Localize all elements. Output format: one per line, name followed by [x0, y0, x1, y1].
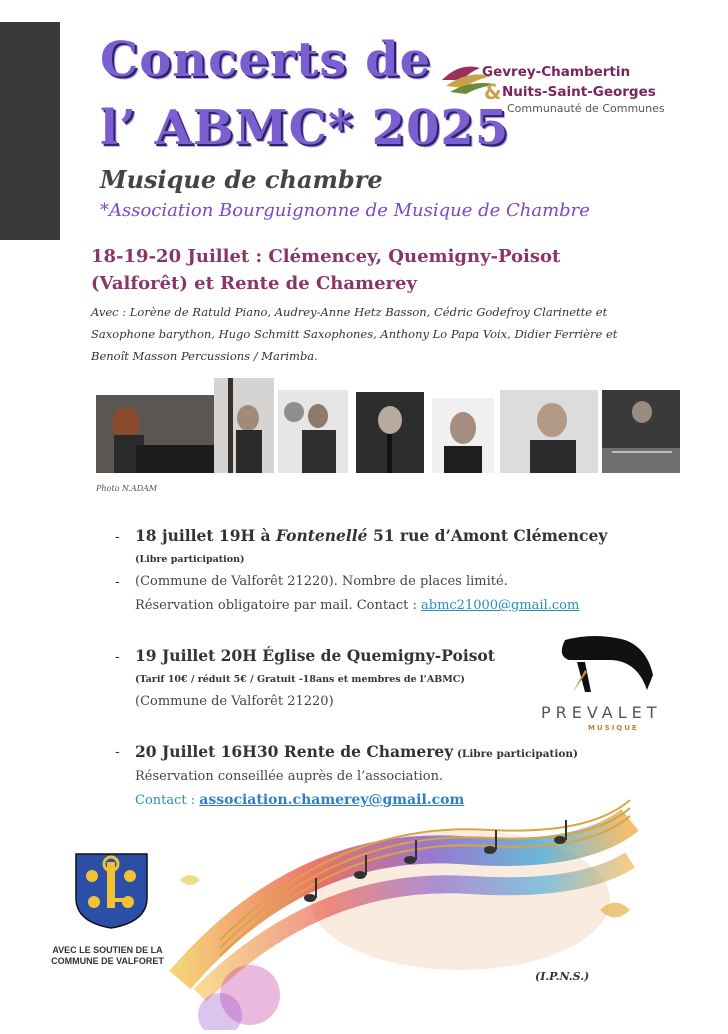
bullet: -	[115, 574, 120, 590]
music-notes-artwork	[160, 780, 640, 1030]
event2-title: 19 Juillet 20H Église de Quemigny-Poisot	[135, 646, 495, 665]
performers-list: Avec : Lorène de Ratuld Piano, Audrey-Anne Hetz Basson, Cédric Godefroy Clarinette et Saxophone barython, Hugo Schmitt Saxophones, Anthony Lo Papa Voix, Didier Ferrière et Benoît Masson Percussions / Marimba.	[91, 305, 618, 363]
prevalet-sub: MUSIQUE	[588, 724, 639, 732]
grand-piano-icon	[525, 630, 675, 700]
photo-singer	[432, 398, 494, 473]
bullet: -	[115, 649, 120, 665]
support-text: AVEC LE SOUTIEN DE LA COMMUNE DE VALFORET	[51, 945, 164, 966]
logo-subtitle: Communauté de Communes	[507, 102, 665, 115]
event3-title-text: 20 Juillet 16H30 Rente de Chamerey	[135, 742, 454, 761]
photo-saxophonist	[278, 390, 348, 473]
event3-line1: Réservation conseillée auprès de l’association.	[135, 769, 444, 784]
event3-title	[135, 742, 578, 761]
event1-title-a: 18 juillet 19H à	[135, 526, 276, 545]
logo-line-2: Nuits-Saint-Georges	[502, 84, 656, 100]
photo-clarinettist	[356, 392, 424, 473]
poster-title-line-1: Concerts de	[100, 32, 432, 88]
event1-line2	[135, 598, 579, 613]
photo-percussionist-2	[602, 390, 680, 473]
prevalet-name: PREVALET	[541, 703, 662, 722]
logo-line-1: Gevrey-Chambertin	[482, 64, 631, 80]
photo-credit: Photo N.ADAM	[96, 484, 158, 493]
event3-contact-label: Contact :	[135, 793, 200, 808]
event1-email-link[interactable]: abmc21000@gmail.com	[421, 598, 580, 613]
event1-title-b: 51 rue d’Amont Clémencey	[367, 526, 608, 545]
event2-note: (Tarif 10€ / réduit 5€ / Gratuit -18ans et membres de l’ABMC)	[135, 674, 465, 685]
subtitle: Musique de chambre	[100, 165, 383, 194]
photo-pianist	[96, 395, 214, 473]
dates-header: 18-19-20 Juillet : Clémencey, Quemigny-Poisot (Valforêt) et Rente de Chamerey	[91, 246, 561, 294]
event1-note: (Libre participation)	[135, 554, 245, 565]
photo-percussionist-1	[500, 390, 598, 473]
event1-line1: (Commune de Valforêt 21220). Nombre de places limité.	[135, 574, 508, 589]
event3-note: (Libre participation)	[453, 748, 579, 760]
communaute-communes-logo	[440, 58, 690, 120]
event2-line1: (Commune de Valforêt 21220)	[135, 694, 334, 709]
ipns-label: (I.P.N.S.)	[535, 970, 590, 983]
photo-bassoonist	[214, 378, 274, 473]
association-name: *Association Bourguignonne de Musique de Chambre	[100, 200, 590, 221]
event3-email-link[interactable]: association.chamerey@gmail.com	[199, 792, 465, 808]
event1-venue: Fontenellé	[275, 526, 368, 545]
event1-title	[135, 526, 607, 545]
decorative-side-bar	[0, 22, 60, 240]
event3-contact	[135, 792, 464, 808]
bullet: -	[115, 529, 120, 545]
poster-title-line-2: l’ ABMC* 2025	[100, 100, 510, 156]
bullet: -	[115, 744, 120, 760]
valforet-coat-of-arms-icon	[74, 852, 149, 930]
logo-ampersand: &	[484, 80, 502, 104]
prevalet-musique-logo	[525, 630, 675, 735]
colorful-staff-icon	[160, 780, 640, 1030]
event1-reservation-text: Réservation obligatoire par mail. Contact :	[135, 598, 421, 613]
musicians-photo-strip	[96, 378, 680, 473]
